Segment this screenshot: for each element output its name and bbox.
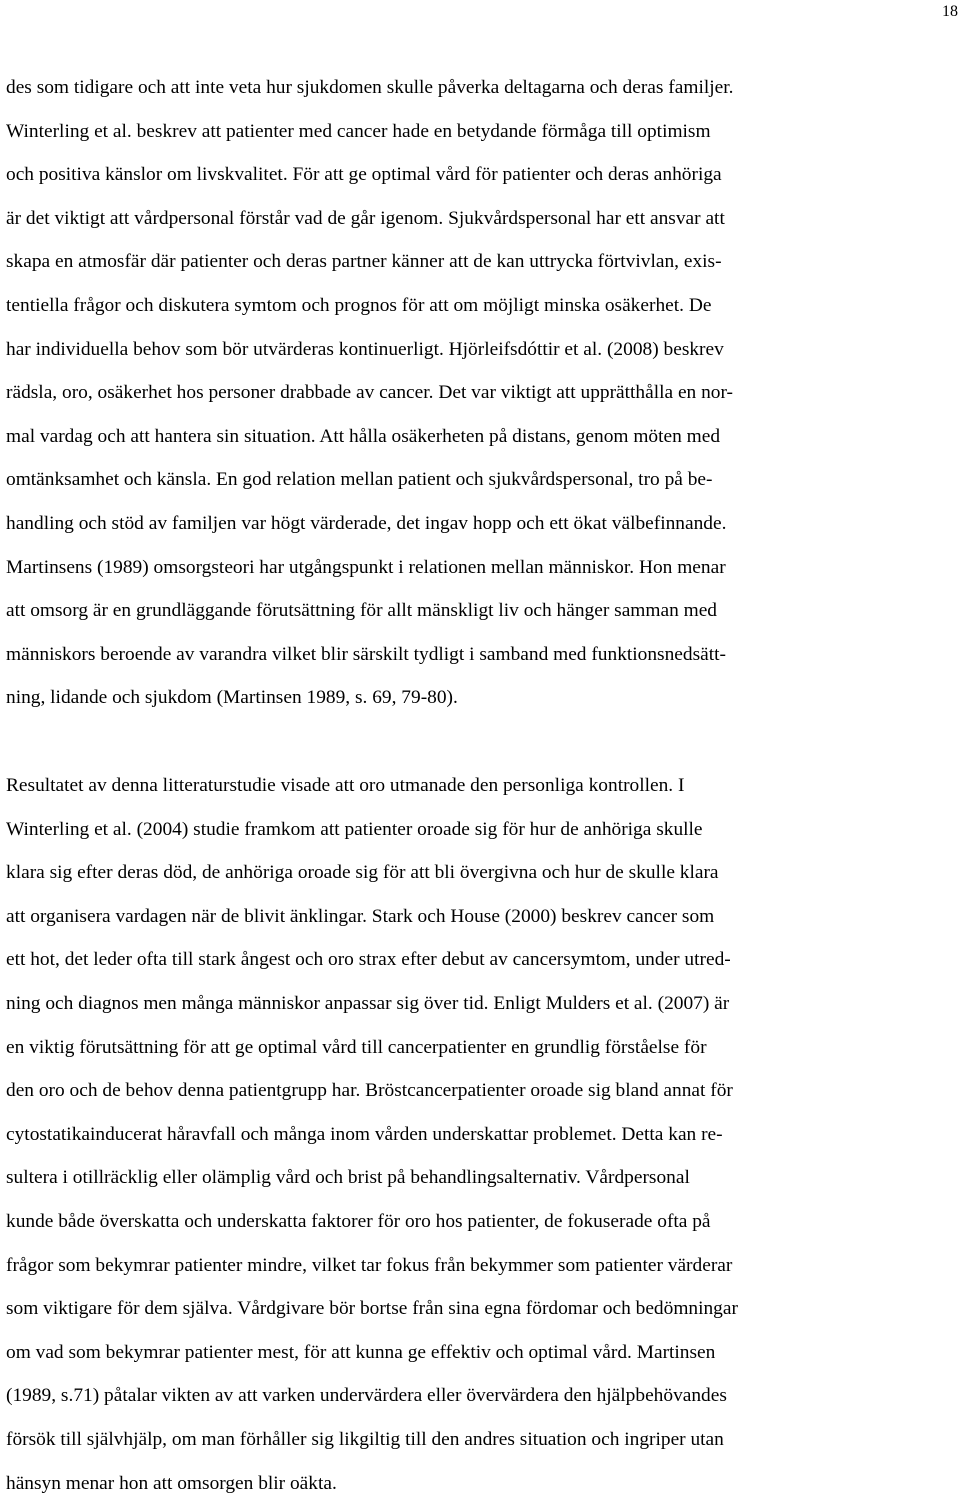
text-line: hänsyn menar hon att omsorgen blir oäkta. [6, 1462, 956, 1505]
text-line: som viktigare för dem själva. Vårdgivare bör bortse från sina egna fördomar och bedömningar [6, 1287, 956, 1331]
text-line: handling och stöd av familjen var högt värderade, det ingav hopp och ett ökat välbefinnande. [6, 502, 956, 546]
text-line: är det viktigt att vårdpersonal förstår vad de går igenom. Sjukvårdspersonal har ett ansvar att [6, 197, 956, 241]
body-paragraph [6, 66, 956, 720]
text-line: klara sig efter deras död, de anhöriga oroade sig för att bli övergivna och hur de skulle klara [6, 851, 956, 895]
text-line: cytostatikainducerat håravfall och många inom vården underskattar problemet. Detta kan re- [6, 1113, 956, 1157]
text-line: skapa en atmosfär där patienter och deras partner känner att de kan uttrycka förtvivlan, exis- [6, 240, 956, 284]
text-line: människors beroende av varandra vilket blir särskilt tydligt i samband med funktionsnedsätt- [6, 633, 956, 677]
text-line: mal vardag och att hantera sin situation. Att hålla osäkerheten på distans, genom möten med [6, 415, 956, 459]
text-line: ning, lidande och sjukdom (Martinsen 1989, s. 69, 79-80). [6, 676, 956, 720]
text-line: des som tidigare och att inte veta hur sjukdomen skulle påverka deltagarna och deras familjer. [6, 66, 956, 110]
text-line: har individuella behov som bör utvärderas kontinuerligt. Hjörleifsdóttir et al. (2008) beskrev [6, 328, 956, 372]
text-line: tentiella frågor och diskutera symtom och prognos för att om möjligt minska osäkerhet. De [6, 284, 956, 328]
text-line: en viktig förutsättning för att ge optimal vård till cancerpatienter en grundlig förståelse för [6, 1026, 956, 1070]
text-line: kunde både överskatta och underskatta faktorer för oro hos patienter, de fokuserade ofta på [6, 1200, 956, 1244]
text-line: (1989, s.71) påtalar vikten av att varken undervärdera eller övervärdera den hjälpbehövandes [6, 1374, 956, 1418]
text-line: den oro och de behov denna patientgrupp har. Bröstcancerpatienter oroade sig bland annat för [6, 1069, 956, 1113]
text-line: frågor som bekymrar patienter mindre, vilket tar fokus från bekymmer som patienter värderar [6, 1244, 956, 1288]
text-line: Winterling et al. beskrev att patienter med cancer hade en betydande förmåga till optimism [6, 110, 956, 154]
text-line: Winterling et al. (2004) studie framkom att patienter oroade sig för hur de anhöriga skulle [6, 808, 956, 852]
text-line: omtänksamhet och känsla. En god relation mellan patient och sjukvårdspersonal, tro på be- [6, 458, 956, 502]
page-number: 18 [942, 2, 958, 22]
body-paragraph [6, 764, 956, 1505]
text-line: att omsorg är en grundläggande förutsättning för allt mänskligt liv och hänger samman med [6, 589, 956, 633]
text-line: Resultatet av denna litteraturstudie visade att oro utmanade den personliga kontrollen. I [6, 764, 956, 808]
text-line: försök till självhjälp, om man förhåller sig likgiltig till den andres situation och ingriper utan [6, 1418, 956, 1462]
text-line: att organisera vardagen när de blivit änklingar. Stark och House (2000) beskrev cancer som [6, 895, 956, 939]
text-line: rädsla, oro, osäkerhet hos personer drabbade av cancer. Det var viktigt att upprätthålla en nor- [6, 371, 956, 415]
text-line: Martinsens (1989) omsorgsteori har utgångspunkt i relationen mellan människor. Hon menar [6, 546, 956, 590]
text-line: och positiva känslor om livskvalitet. För att ge optimal vård för patienter och deras anhöriga [6, 153, 956, 197]
text-line: ning och diagnos men många människor anpassar sig över tid. Enligt Mulders et al. (2007) är [6, 982, 956, 1026]
text-line: om vad som bekymrar patienter mest, för att kunna ge effektiv och optimal vård. Martinsen [6, 1331, 956, 1375]
text-line: sultera i otillräcklig eller olämplig vård och brist på behandlingsalternativ. Vårdpersonal [6, 1156, 956, 1200]
text-line: ett hot, det leder ofta till stark ångest och oro strax efter debut av cancersymtom, under utred- [6, 938, 956, 982]
